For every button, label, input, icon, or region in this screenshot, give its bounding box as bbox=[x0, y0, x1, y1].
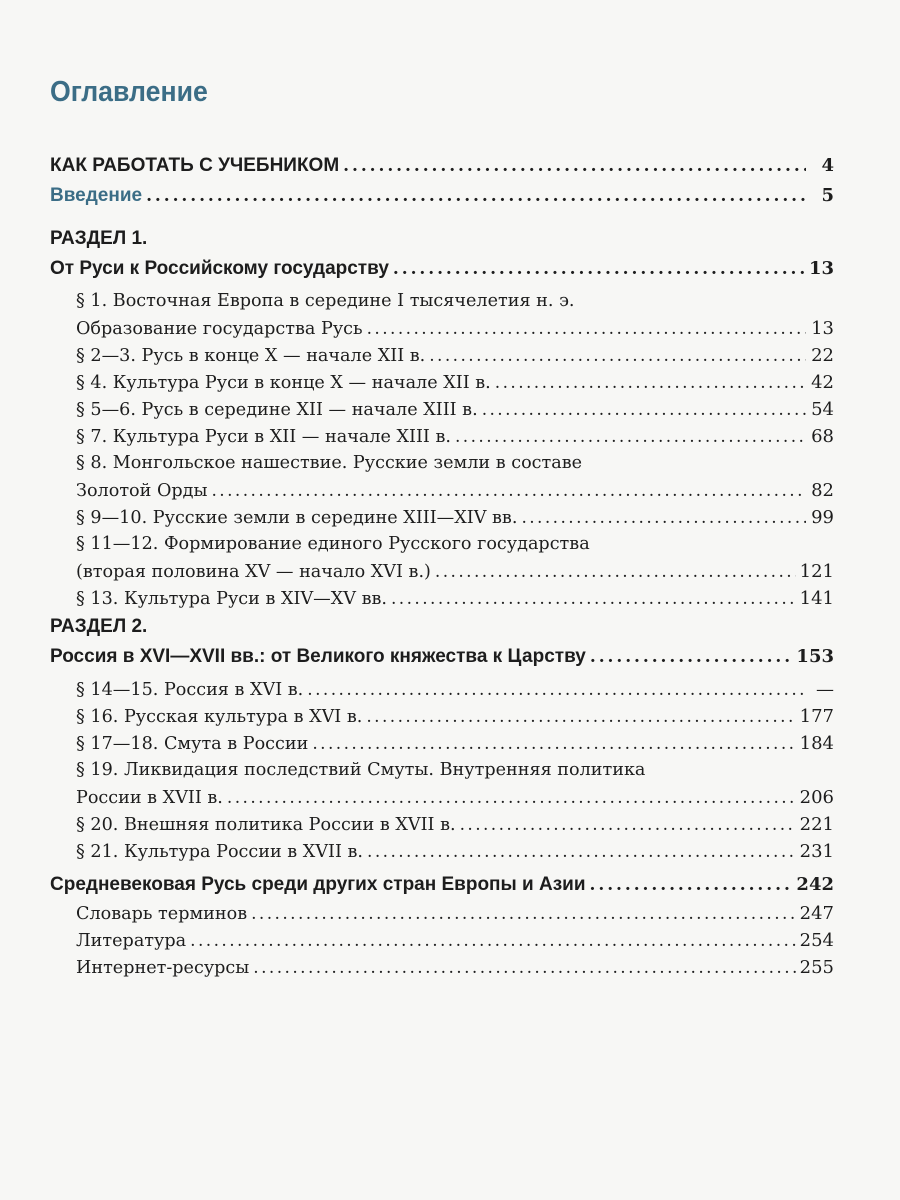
entry-line bbox=[50, 504, 834, 531]
entry-text: § 19. Ликвидация последствий Смуты. Внутренняя политика bbox=[76, 760, 646, 780]
dot-leader bbox=[312, 731, 795, 758]
entry-page: 247 bbox=[799, 903, 834, 924]
toc-appendix bbox=[50, 870, 834, 981]
entry-line bbox=[50, 531, 834, 558]
entry-line bbox=[50, 315, 834, 342]
entry-page: 5 bbox=[821, 185, 834, 206]
entry-text: Средневековая Русь среди других стран Европы и Азии bbox=[50, 874, 586, 895]
entry-page: 221 bbox=[799, 814, 834, 835]
entry-line bbox=[50, 730, 834, 757]
entry-page: 42 bbox=[811, 372, 834, 393]
dot-leader bbox=[391, 586, 796, 613]
section-label-text: РАЗДЕЛ 2. bbox=[50, 616, 148, 637]
toc-section-2 bbox=[50, 612, 834, 865]
entry-line bbox=[50, 900, 834, 927]
dot-leader bbox=[482, 397, 806, 424]
toc-entry[interactable] bbox=[50, 531, 834, 585]
entry-line bbox=[50, 342, 834, 369]
entry-line bbox=[50, 927, 834, 954]
entry-text: § 8. Монгольское нашествие. Русские земли в составе bbox=[76, 453, 583, 473]
dot-leader bbox=[367, 839, 796, 866]
entry-page: 68 bbox=[811, 426, 834, 447]
toc-entry[interactable] bbox=[50, 757, 834, 811]
entry-text: § 16. Русская культура в XVI в. bbox=[76, 707, 363, 727]
entry-line bbox=[50, 423, 834, 450]
dot-leader bbox=[455, 424, 806, 451]
entry-text: Золотой Орды bbox=[76, 481, 208, 501]
toc-entry[interactable] bbox=[50, 730, 834, 757]
entry-text: России в XVII в. bbox=[76, 788, 223, 808]
toc-entry[interactable] bbox=[50, 288, 834, 342]
entry-page: 54 bbox=[811, 399, 834, 420]
dot-leader bbox=[251, 901, 796, 928]
entry-page: 82 bbox=[811, 480, 834, 501]
dot-leader bbox=[343, 151, 806, 181]
entry-text: КАК РАБОТАТЬ С УЧЕБНИКОМ bbox=[50, 155, 340, 176]
entry-text: Введение bbox=[50, 185, 143, 206]
entry-text: От Руси к Российскому государству bbox=[50, 258, 389, 279]
page-title: Оглавление bbox=[50, 76, 208, 108]
entry-line bbox=[50, 784, 834, 811]
entry-page: 4 bbox=[821, 155, 834, 176]
entry-line bbox=[50, 757, 834, 784]
dot-leader bbox=[212, 478, 807, 505]
dot-leader bbox=[590, 870, 793, 900]
toc-entry[interactable] bbox=[50, 676, 834, 703]
toc-entry[interactable] bbox=[50, 504, 834, 531]
entry-page: 255 bbox=[799, 957, 834, 978]
dot-leader bbox=[429, 343, 806, 370]
entry-text: § 21. Культура России в XVII в. bbox=[76, 842, 364, 862]
entry-text: § 17—18. Смута в России bbox=[76, 734, 309, 754]
entry-page: 254 bbox=[799, 930, 834, 951]
entry-page: 99 bbox=[811, 507, 834, 528]
entry-line bbox=[50, 558, 834, 585]
entry-text: Литература bbox=[76, 931, 187, 951]
entry-page: 13 bbox=[808, 258, 834, 279]
entry-page: 231 bbox=[799, 841, 834, 862]
dot-leader bbox=[253, 955, 795, 982]
dot-leader bbox=[307, 677, 806, 704]
dot-leader bbox=[495, 370, 806, 397]
toc-entry[interactable] bbox=[50, 369, 834, 396]
section-label bbox=[50, 612, 834, 642]
toc-entry-how-to-use[interactable] bbox=[50, 151, 834, 181]
entry-text: § 14—15. Россия в XVI в. bbox=[76, 680, 304, 700]
dot-leader bbox=[190, 928, 795, 955]
entry-line bbox=[50, 954, 834, 981]
entry-page: 141 bbox=[799, 588, 834, 609]
toc-entry[interactable] bbox=[50, 423, 834, 450]
entry-text: Россия в XVI—XVII вв.: от Великого княжества к Царству bbox=[50, 646, 586, 667]
section-label bbox=[50, 224, 834, 254]
toc-section-1 bbox=[50, 224, 834, 612]
entry-line bbox=[50, 703, 834, 730]
toc-entry[interactable] bbox=[50, 450, 834, 504]
toc-top bbox=[50, 151, 834, 211]
toc-entry-introduction[interactable] bbox=[50, 181, 834, 211]
entry-line bbox=[50, 450, 834, 477]
entry-line bbox=[50, 811, 834, 838]
entry-text: (вторая половина XV — начало XVI в.) bbox=[76, 562, 431, 582]
toc-entry[interactable] bbox=[50, 954, 834, 981]
section-label-text: РАЗДЕЛ 1. bbox=[50, 228, 148, 249]
entry-page: — bbox=[816, 679, 834, 700]
dot-leader bbox=[435, 559, 796, 586]
dot-leader bbox=[590, 642, 793, 672]
entry-line bbox=[50, 838, 834, 865]
dot-leader bbox=[460, 812, 796, 839]
entry-text: Словарь терминов bbox=[76, 904, 248, 924]
entry-page: 153 bbox=[796, 646, 834, 667]
section-heading[interactable] bbox=[50, 254, 834, 284]
entry-line bbox=[50, 369, 834, 396]
toc-entry[interactable] bbox=[50, 396, 834, 423]
dot-leader bbox=[366, 704, 795, 731]
entry-text: § 9—10. Русские земли в середине XIII—XIV вв. bbox=[76, 508, 518, 528]
entry-page: 22 bbox=[811, 345, 834, 366]
entry-page: 13 bbox=[811, 318, 834, 339]
dot-leader bbox=[367, 316, 806, 343]
entry-page: 177 bbox=[799, 706, 834, 727]
entry-page: 184 bbox=[799, 733, 834, 754]
entry-text: § 11—12. Формирование единого Русского государства bbox=[76, 534, 590, 554]
toc-entry[interactable] bbox=[50, 900, 834, 927]
dot-leader bbox=[146, 181, 806, 211]
toc-entry[interactable] bbox=[50, 585, 834, 612]
entry-line bbox=[50, 396, 834, 423]
entry-page: 121 bbox=[799, 561, 834, 582]
entry-text: § 5—6. Русь в середине XII — начале XIII в. bbox=[76, 400, 478, 420]
toc-entry[interactable] bbox=[50, 838, 834, 865]
entry-text: Интернет-ресурсы bbox=[76, 958, 250, 978]
section-heading[interactable] bbox=[50, 642, 834, 672]
entry-text: Образование государства Русь bbox=[76, 319, 363, 339]
toc-entry[interactable] bbox=[50, 703, 834, 730]
entry-text: § 13. Культура Руси в XIV—XV вв. bbox=[76, 589, 387, 609]
toc-entry[interactable] bbox=[50, 342, 834, 369]
dot-leader bbox=[521, 505, 806, 532]
entry-line bbox=[50, 288, 834, 315]
entry-page: 242 bbox=[796, 874, 834, 895]
entry-text: § 4. Культура Руси в конце X — начале XII в. bbox=[76, 373, 491, 393]
entry-text: § 1. Восточная Европа в середине I тысячелетия н. э. bbox=[76, 291, 575, 311]
dot-leader bbox=[393, 254, 805, 284]
entry-text: § 7. Культура Руси в XII — начале XIII в. bbox=[76, 427, 451, 447]
entry-page: 206 bbox=[799, 787, 834, 808]
entry-text: § 20. Внешняя политика России в XVII в. bbox=[76, 815, 456, 835]
entry-text: § 2—3. Русь в конце X — начале XII в. bbox=[76, 346, 426, 366]
toc-entry[interactable] bbox=[50, 811, 834, 838]
section-heading[interactable] bbox=[50, 870, 834, 900]
toc-entry[interactable] bbox=[50, 927, 834, 954]
dot-leader bbox=[227, 785, 796, 812]
entry-line bbox=[50, 676, 834, 703]
entry-line bbox=[50, 477, 834, 504]
entry-line bbox=[50, 585, 834, 612]
